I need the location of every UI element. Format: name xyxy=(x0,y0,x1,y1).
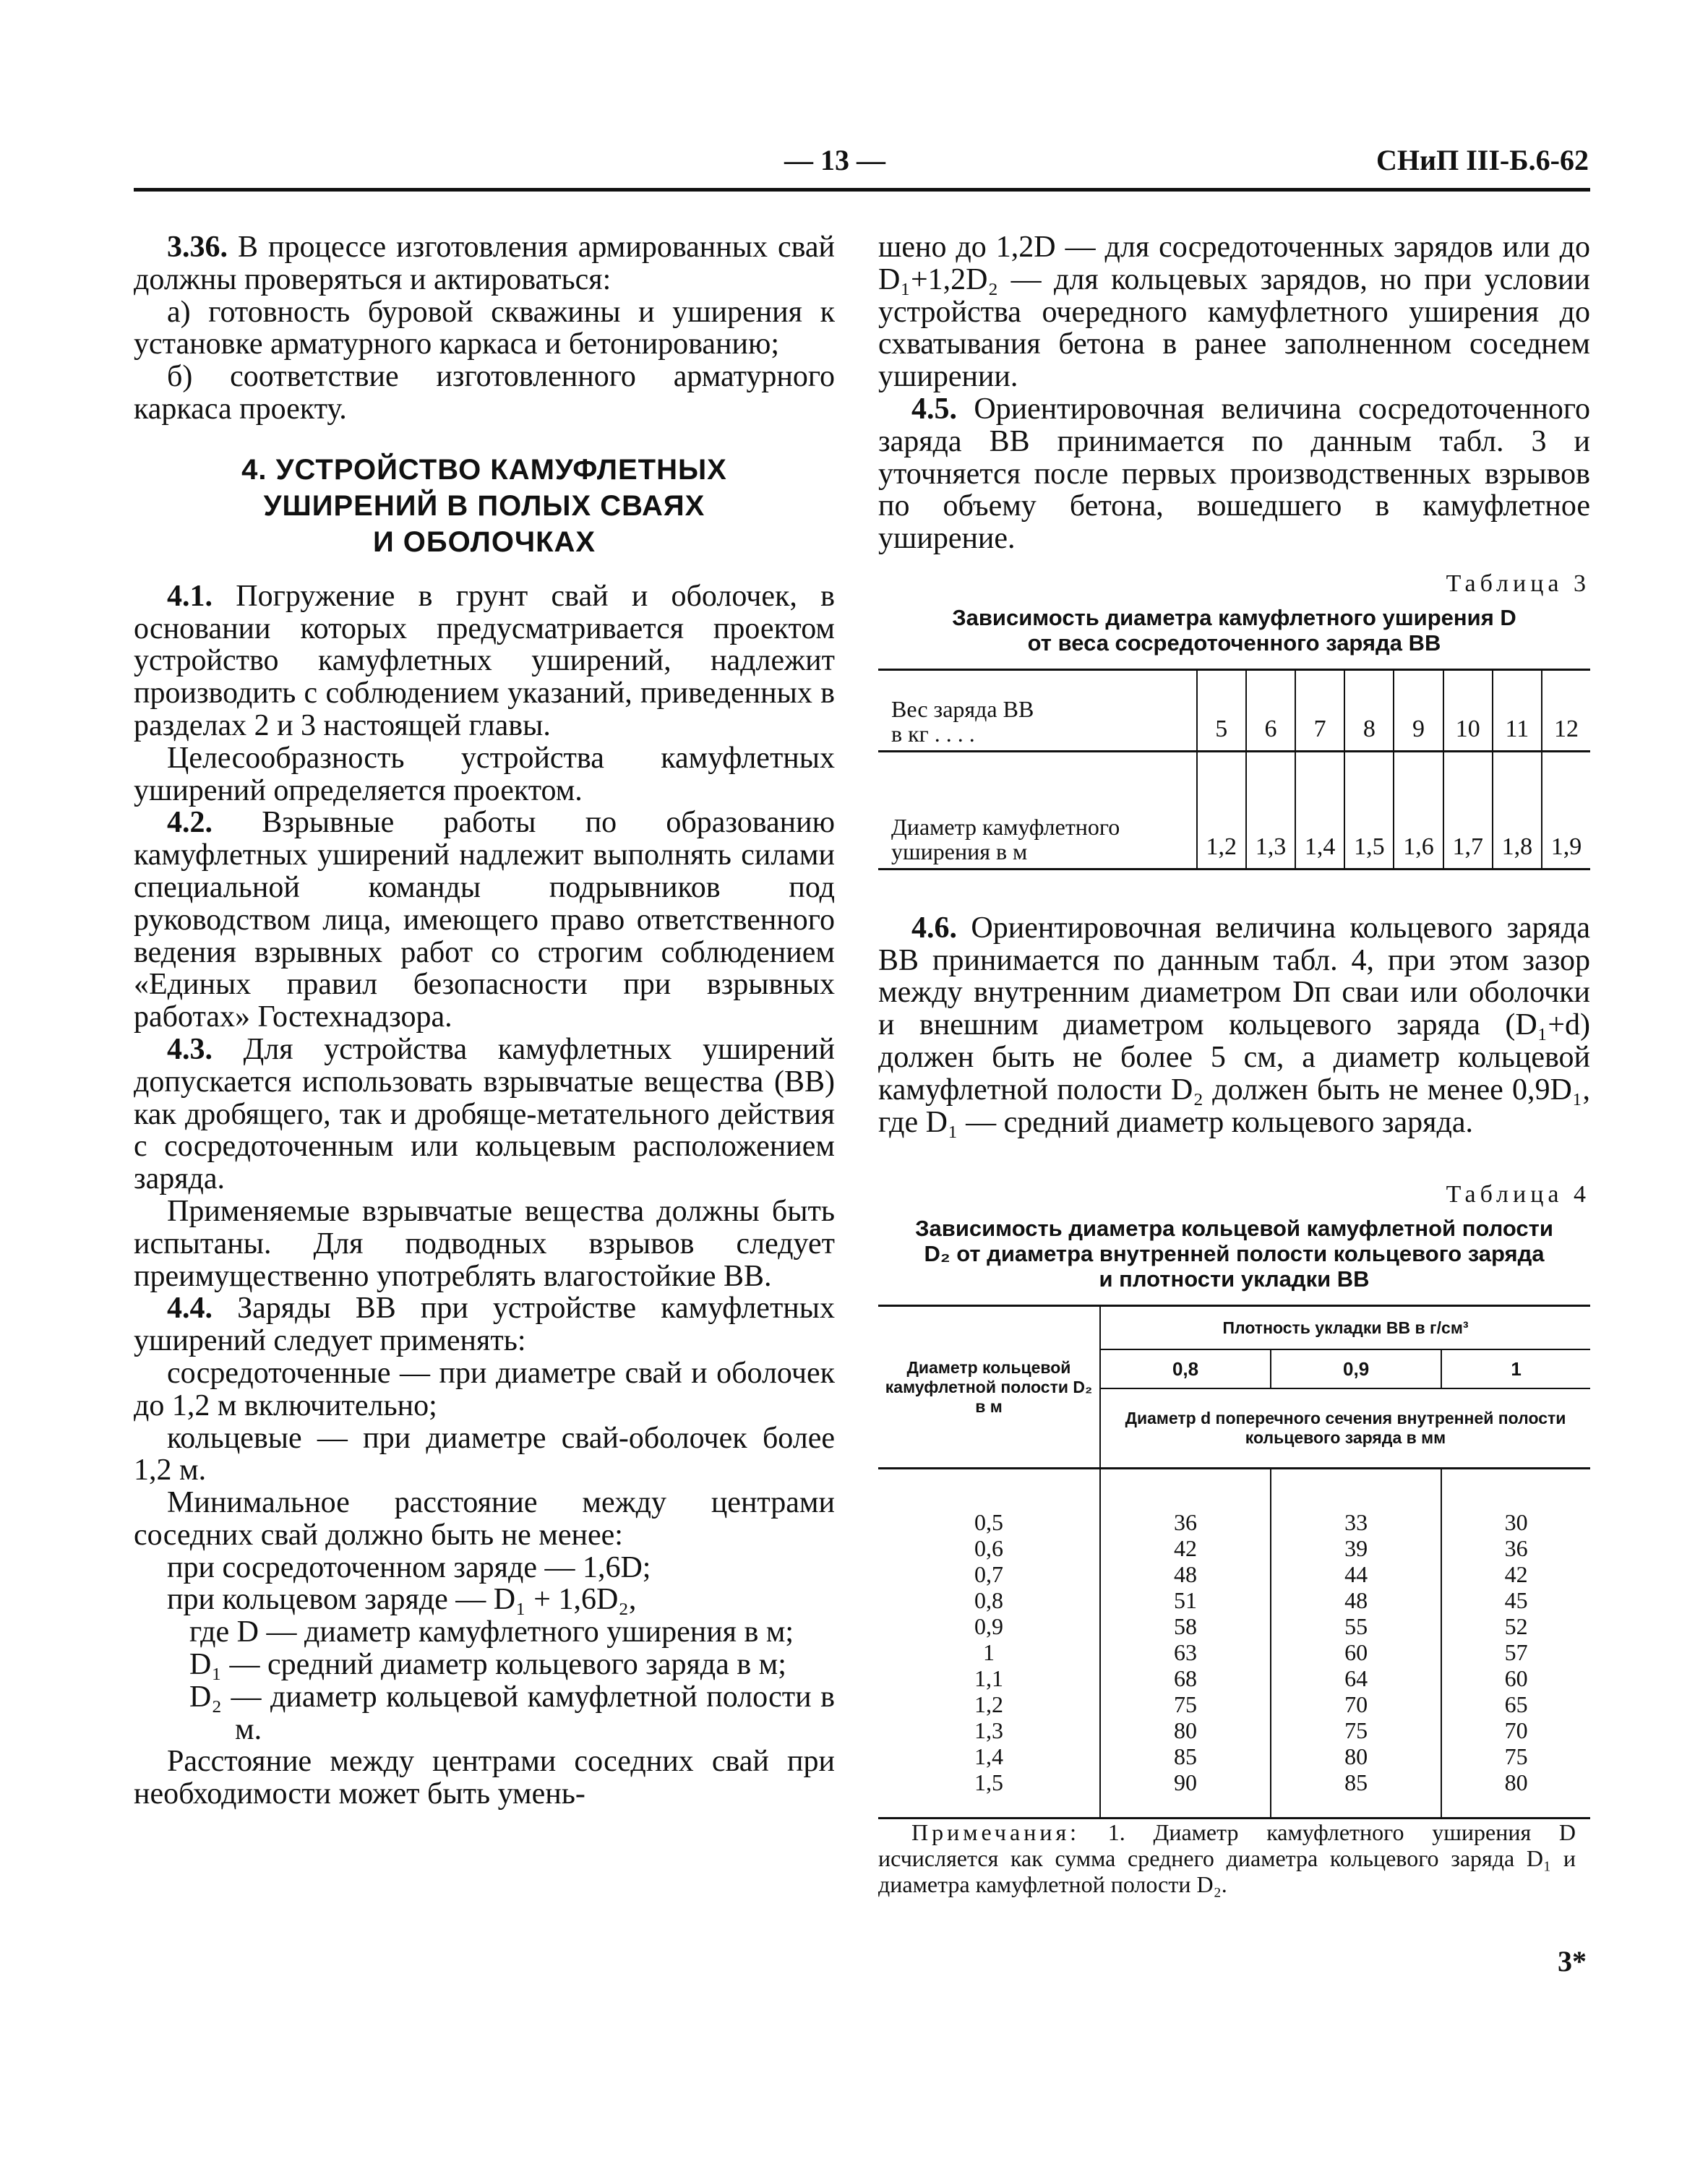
paragraph-4-4 xyxy=(134,1292,835,1357)
table-cell: 33 xyxy=(1344,1509,1368,1536)
table-cell: 63 xyxy=(1174,1639,1198,1666)
table-title-line: и плотности укладки ВВ xyxy=(1099,1266,1370,1292)
row-header xyxy=(878,751,1197,869)
section-title-line: 4. УСТРОЙСТВО КАМУФЛЕТНЫХ xyxy=(241,453,727,486)
page-number: — 13 — xyxy=(784,144,885,176)
table-cell: 70 xyxy=(1504,1717,1528,1744)
column-08-values xyxy=(1100,1469,1271,1819)
table-cell: 9 xyxy=(1394,669,1443,751)
table-cell: 85 xyxy=(1344,1769,1368,1796)
table-4-title xyxy=(878,1216,1590,1292)
paragraph-4-5 xyxy=(878,393,1590,555)
table-cell: 30 xyxy=(1504,1509,1528,1536)
table-cell: 10 xyxy=(1443,669,1493,751)
right-column xyxy=(878,231,1590,1897)
clause-number: 3.36. xyxy=(167,231,228,264)
table-row xyxy=(878,669,1590,751)
table-cell: 64 xyxy=(1344,1665,1368,1692)
table-cell: 1 xyxy=(983,1639,995,1666)
table-cell: 1,1 xyxy=(974,1665,1003,1692)
table-cell: 52 xyxy=(1504,1613,1528,1640)
row-header-line: уширения в м xyxy=(891,838,1028,864)
table-4-label: Таблица 4 xyxy=(1446,1181,1590,1208)
table-3 xyxy=(878,669,1590,870)
notes xyxy=(878,1819,1590,1897)
table-title-line: D₂ от диаметра внутренней полости кольцевого заряда xyxy=(924,1241,1545,1267)
table-4 xyxy=(878,1305,1590,1819)
list-item-a: а) готовность буровой скважины и уширения к установке арматурного каркаса и бетонированию; xyxy=(134,295,835,361)
definition-d2: D₂ — диаметр кольцевой камуфлетной полости в м. xyxy=(189,1680,835,1746)
table-cell: 90 xyxy=(1174,1769,1198,1796)
table-cell: 1,5 xyxy=(974,1769,1003,1796)
table-cell: 58 xyxy=(1174,1613,1198,1640)
left-column xyxy=(134,231,835,1811)
paragraph-4-3-b: Применяемые взрывчатые вещества должны быть испытаны. Для подводных взрывов следует преимущественно употреблять влагостойкие ВВ. xyxy=(134,1194,835,1293)
table-cell: 75 xyxy=(1344,1717,1368,1744)
table-cell: 1,7 xyxy=(1443,751,1493,869)
table-cell: 42 xyxy=(1174,1535,1198,1562)
density-value: 0,9 xyxy=(1271,1349,1441,1388)
table-cell: 0,5 xyxy=(974,1509,1003,1536)
section-title-line: УШИРЕНИЙ В ПОЛЫХ СВАЯХ xyxy=(263,489,705,522)
paragraph-distance-reduce: Расстояние между центрами соседних свай при необходимости может быть умень- xyxy=(134,1745,835,1811)
clause-number: 4.6. xyxy=(911,911,957,945)
table-3-title xyxy=(878,605,1590,656)
table-cell: 36 xyxy=(1174,1509,1198,1536)
table-cell: 1,9 xyxy=(1542,751,1590,869)
table-cell: 65 xyxy=(1504,1691,1528,1718)
column-d2-values xyxy=(878,1469,1100,1819)
column-header-density: Плотность укладки ВВ в г/см³ xyxy=(1100,1306,1590,1350)
paragraph-4-6 xyxy=(878,912,1590,1139)
table-cell: 36 xyxy=(1504,1535,1528,1562)
table-cell: 5 xyxy=(1197,669,1246,751)
table-cell: 51 xyxy=(1174,1587,1198,1614)
table-cell: 1,6 xyxy=(1394,751,1443,869)
list-item-concentrated: сосредоточенные — при диаметре свай и оболочек до 1,2 м включительно; xyxy=(134,1356,835,1422)
clause-text: Заряды ВВ при устройстве камуфлетных уширений следует применять: xyxy=(134,1292,835,1358)
row-header xyxy=(878,669,1197,751)
clause-text: Для устройства камуфлетных уширений допускается использовать взрывчатые вещества (ВВ) как дробящего, так и дробяще-метательного действия с сосредоточенным или кольцевым расположением заряда. xyxy=(134,1032,836,1196)
clause-text: Погружение в грунт свай и оболочек, в основании которых предусматривается проектом устройство камуфлетных уширений, надлежит производить с соблюдением указаний, приведенных в разделах 2 и 3 настоящей главы. xyxy=(134,579,835,742)
table-cell: 68 xyxy=(1174,1665,1198,1692)
value-list xyxy=(879,1509,1099,1795)
table-cell: 75 xyxy=(1174,1691,1198,1718)
table-cell: 44 xyxy=(1344,1561,1368,1588)
page-signature-mark: 3* xyxy=(1558,1945,1587,1978)
table-cell: 0,6 xyxy=(974,1535,1003,1562)
header-rule xyxy=(134,188,1590,192)
table-cell: 8 xyxy=(1344,669,1394,751)
paragraph-4-2 xyxy=(134,807,835,1034)
section-title-line: И ОБОЛОЧКАХ xyxy=(372,525,596,558)
column-09-values xyxy=(1271,1469,1441,1819)
column-header-d2: Диаметр кольцевой камуфлетной полости D₂ в м xyxy=(878,1306,1100,1469)
table-cell: 45 xyxy=(1504,1587,1528,1614)
table-cell: 1,5 xyxy=(1344,751,1394,869)
table-cell: 85 xyxy=(1174,1743,1198,1770)
clause-number: 4.4. xyxy=(167,1292,213,1326)
table-cell: 12 xyxy=(1542,669,1590,751)
density-value: 0,8 xyxy=(1100,1349,1271,1388)
table-title-line: от веса сосредоточенного заряда ВВ xyxy=(1027,630,1441,656)
notes-text: 1. Диаметр камуфлетного уширения D исчисляется как сумма среднего диаметра кольцевого заряда D₁ и диаметра камуфлетной полости D₂. xyxy=(878,1819,1576,1898)
table-cell: 55 xyxy=(1344,1613,1368,1640)
table-cell: 0,9 xyxy=(974,1613,1003,1640)
table-cell: 39 xyxy=(1344,1535,1368,1562)
clause-text: В процессе изготовления армированных свай должны проверяться и актироваться: xyxy=(134,231,835,296)
table-cell: 0,8 xyxy=(974,1587,1003,1614)
value-list xyxy=(1272,1509,1440,1795)
table-title-line: Зависимость диаметра камуфлетного уширения D xyxy=(952,604,1516,630)
table-cell: 1,2 xyxy=(1197,751,1246,869)
clause-text: Ориентировочная величина сосредоточенного заряда ВВ принимается по данным табл. 3 и уточняется после первых производственных взрывов по объему бетона, вошедшего в камуфлетное уширение. xyxy=(878,392,1591,556)
density-value: 1 xyxy=(1441,1349,1590,1388)
table-cell: 1,3 xyxy=(1246,751,1295,869)
table-cell: 0,7 xyxy=(974,1561,1003,1588)
table-cell: 1,3 xyxy=(974,1717,1003,1744)
list-item-ring: кольцевые — при диаметре свай-оболочек более 1,2 м. xyxy=(134,1421,835,1487)
table-cell: 1,8 xyxy=(1493,751,1542,869)
table-cell: 48 xyxy=(1344,1587,1368,1614)
clause-number: 4.5. xyxy=(911,392,957,426)
formula-concentrated: при сосредоточенном заряде — 1,6D; xyxy=(167,1550,651,1584)
notes-title: Примечания: xyxy=(911,1819,1081,1846)
paragraph-4-1-b: Целесообразность устройства камуфлетных уширений определяется проектом. xyxy=(134,741,835,807)
table-cell: 75 xyxy=(1504,1743,1528,1770)
clause-number: 4.1. xyxy=(167,579,213,613)
clause-text: Ориентировочная величина кольцевого заряда ВВ принимается по данным табл. 4, при этом зазор между внутренним диаметром Dп сваи или оболочки и внешним диаметром кольцевого заряда (D₁+d) должен быть не более 5 см, а диаметр кольцевой камуфлетной полости D₂ должен быть не менее 0,9D₁, где D₁ — средний диаметр кольцевого заряда. xyxy=(878,911,1591,1139)
column-header-d: Диаметр d поперечного сечения внутренней полости кольцевого заряда в мм xyxy=(1100,1388,1590,1469)
section-title xyxy=(134,452,835,560)
definition-d: где D — диаметр камуфлетного уширения в м; xyxy=(189,1615,794,1649)
table-cell: 80 xyxy=(1504,1769,1528,1796)
table-cell: 60 xyxy=(1504,1665,1528,1692)
paragraph-4-3 xyxy=(134,1034,835,1195)
clause-text: Взрывные работы по образованию камуфлетных уширений надлежит выполнять силами специальной команды подрывников под руководством лица, имеющего право ответственного ведения взрывных работ со строгим соблюдением «Единых правил безопасности при взрывных работах» Гостехнадзора. xyxy=(134,806,836,1034)
table-cell: 11 xyxy=(1493,669,1542,751)
column-1-values xyxy=(1441,1469,1590,1819)
paragraph-min-distance: Минимальное расстояние между центрами соседних свай должно быть не менее: xyxy=(134,1486,835,1552)
clause-number: 4.2. xyxy=(167,806,213,840)
table-title-line: Зависимость диаметра кольцевой камуфлетной полости xyxy=(915,1216,1553,1242)
table-body-row xyxy=(878,1469,1590,1819)
table-cell: 57 xyxy=(1504,1639,1528,1666)
table-cell: 48 xyxy=(1174,1561,1198,1588)
value-list xyxy=(1443,1509,1589,1795)
table-cell: 80 xyxy=(1174,1717,1198,1744)
table-cell: 42 xyxy=(1504,1561,1528,1588)
definition-d1: D₁ — средний диаметр кольцевого заряда в м; xyxy=(189,1648,786,1682)
document-code: СНиП III-Б.6-62 xyxy=(1376,144,1589,176)
table-3-label: Таблица 3 xyxy=(1446,570,1590,597)
row-header-line: Вес заряда ВВ xyxy=(891,695,1034,722)
table-header-row xyxy=(878,1306,1590,1350)
clause-number: 4.3. xyxy=(167,1032,213,1066)
formula-ring: при кольцевом заряде — D₁ + 1,6D₂, xyxy=(167,1583,637,1617)
table-cell: 1,2 xyxy=(974,1691,1003,1718)
table-cell: 6 xyxy=(1246,669,1295,751)
list-item-b: б) соответствие изготовленного арматурного каркаса проекту. xyxy=(134,360,835,426)
table-cell: 80 xyxy=(1344,1743,1368,1770)
row-header-line: Диаметр камуфлетного xyxy=(891,813,1120,840)
paragraph-continuation: шено до 1,2D — для сосредоточенных зарядов или до D₁+1,2D₂ — для кольцевых зарядов, но при условии устройства очередного камуфлетного уширения до схватывания бетона в ранее заполненном соседнем уширении. xyxy=(878,231,1590,394)
value-list xyxy=(1102,1509,1269,1795)
table-cell: 7 xyxy=(1295,669,1344,751)
paragraph-3-36 xyxy=(134,231,835,296)
row-header-line: в кг . . . . xyxy=(891,720,975,747)
paragraph-4-1 xyxy=(134,580,835,742)
table-cell: 1,4 xyxy=(974,1743,1003,1770)
table-row xyxy=(878,751,1590,869)
table-cell: 70 xyxy=(1344,1691,1368,1718)
table-cell: 60 xyxy=(1344,1639,1368,1666)
table-cell: 1,4 xyxy=(1295,751,1344,869)
